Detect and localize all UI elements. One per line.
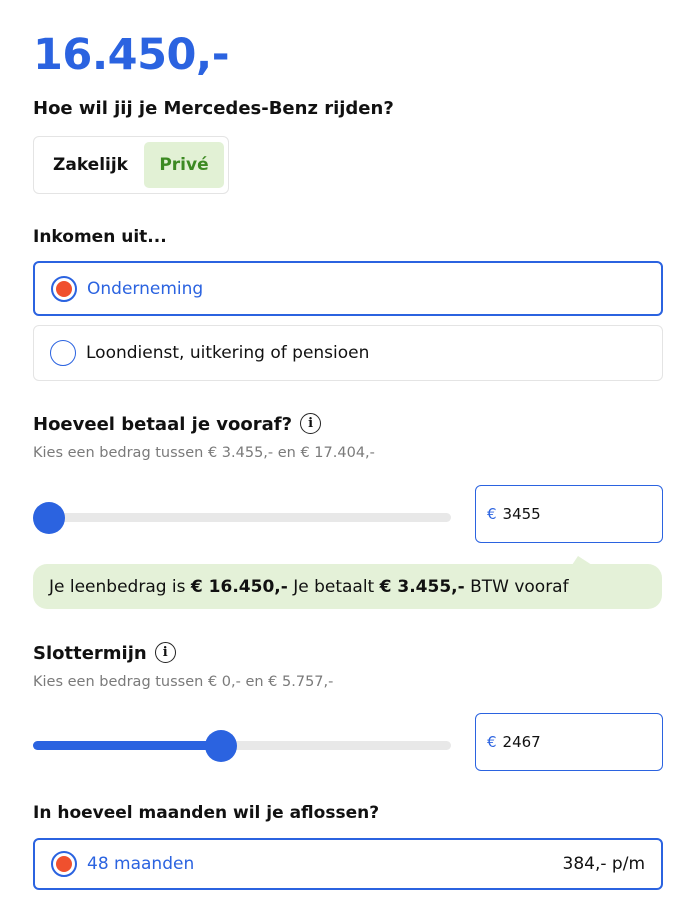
downpayment-input[interactable]: [475, 485, 663, 543]
final-term-slider[interactable]: [33, 741, 451, 750]
income-option-onderneming[interactable]: [33, 261, 663, 316]
downpayment-title-row: [33, 414, 321, 436]
radio-selected-icon: [51, 276, 77, 302]
slider-handle[interactable]: [33, 502, 65, 534]
radio-selected-icon: [51, 851, 77, 877]
final-term-title: Slottermijn: [33, 643, 147, 664]
months-option-amount: 384,- p/m: [562, 854, 645, 874]
final-term-value: 2467: [502, 733, 541, 751]
usage-toggle: [33, 136, 229, 194]
currency-symbol: €: [487, 505, 497, 523]
usage-option-prive[interactable]: Privé: [144, 142, 224, 188]
usage-question: Hoe wil jij je Mercedes-Benz rijden?: [33, 98, 394, 119]
final-term-title-row: [33, 643, 176, 665]
summary-vat-amount: € 3.455,-: [379, 576, 465, 597]
downpayment-value: 3455: [502, 505, 541, 523]
currency-symbol: €: [487, 733, 497, 751]
months-question: In hoeveel maanden wil je aflossen?: [33, 803, 380, 823]
income-option-label: Loondienst, uitkering of pensioen: [86, 343, 370, 363]
summary-text-1: Je leenbedrag is: [49, 576, 191, 597]
info-icon[interactable]: i: [300, 413, 321, 434]
radio-unselected-icon: [50, 340, 76, 366]
months-option-label: 48 maanden: [87, 854, 195, 874]
downpayment-title: Hoeveel betaal je vooraf?: [33, 414, 293, 435]
final-term-input[interactable]: [475, 713, 663, 771]
final-term-hint: Kies een bedrag tussen € 0,- en € 5.757,-: [33, 674, 334, 690]
downpayment-hint: Kies een bedrag tussen € 3.455,- en € 17.404,-: [33, 445, 375, 461]
info-icon[interactable]: i: [155, 642, 176, 663]
income-label: Inkomen uit...: [33, 227, 167, 247]
downpayment-slider[interactable]: [33, 513, 451, 522]
slider-fill: [33, 741, 221, 750]
loan-summary: [33, 564, 662, 609]
slider-handle[interactable]: [205, 730, 237, 762]
summary-text-3: BTW vooraf: [464, 576, 569, 597]
months-option-48[interactable]: [33, 838, 663, 890]
summary-loan-amount: € 16.450,-: [190, 576, 288, 597]
usage-option-zakelijk[interactable]: Zakelijk: [53, 155, 128, 175]
income-option-label: Onderneming: [87, 278, 204, 299]
price-total: 16.450,-: [33, 30, 230, 80]
income-option-loondienst[interactable]: [33, 325, 663, 381]
summary-pointer: [572, 556, 592, 565]
summary-text-2: Je betaalt: [287, 576, 380, 597]
